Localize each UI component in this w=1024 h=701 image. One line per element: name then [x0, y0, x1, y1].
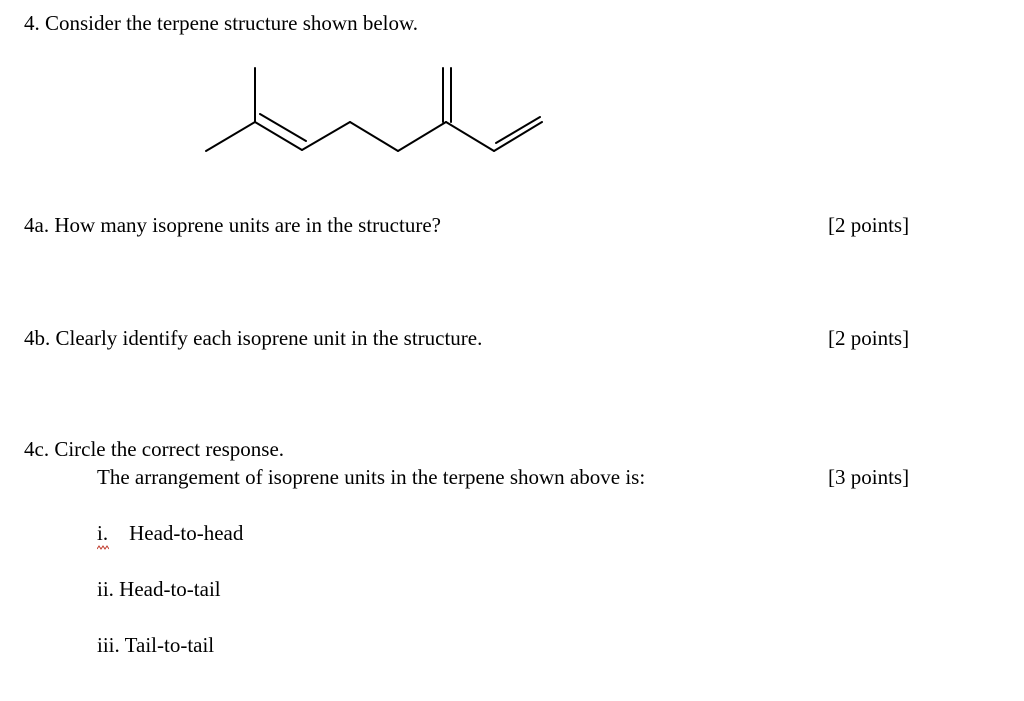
- option-ii-label: Head-to-tail: [119, 577, 221, 601]
- bond-chain-1: [302, 122, 350, 150]
- bond-methyl-left: [206, 122, 255, 151]
- option-ii-numeral: ii.: [97, 577, 114, 601]
- option-iii[interactable]: [97, 632, 214, 658]
- question-4c-statement: The arrangement of isoprene units in the terpene shown above is:: [97, 465, 646, 489]
- bond-double-1-inner: [260, 114, 306, 141]
- option-i[interactable]: [97, 520, 243, 546]
- question-4b-points: [2 points]: [828, 326, 910, 350]
- question-4c-text: 4c. Circle the correct response.: [24, 437, 285, 461]
- option-iii-label: Tail-to-tail: [124, 633, 215, 657]
- question-4a-points: [2 points]: [828, 213, 910, 237]
- option-iii-numeral: iii.: [97, 633, 120, 657]
- page-title: 4. Consider the terpene structure shown below.: [24, 11, 419, 35]
- option-i-numeral: i.: [97, 521, 109, 545]
- option-ii[interactable]: [97, 576, 221, 602]
- bond-vinyl-2: [496, 117, 540, 143]
- option-i-label: Head-to-head: [129, 521, 244, 545]
- question-4b-text: 4b. Clearly identify each isoprene unit in the structure.: [24, 326, 483, 350]
- bond-chain-2: [350, 122, 398, 151]
- spellcheck-squiggle-icon: [97, 545, 109, 551]
- bond-chain-3: [398, 122, 446, 151]
- bond-double-1: [255, 122, 302, 150]
- bond-vinyl-1: [494, 122, 542, 151]
- question-4c-points: [3 points]: [828, 465, 910, 489]
- bond-chain-4: [446, 122, 494, 151]
- question-4a-text: 4a. How many isoprene units are in the structure?: [24, 213, 441, 237]
